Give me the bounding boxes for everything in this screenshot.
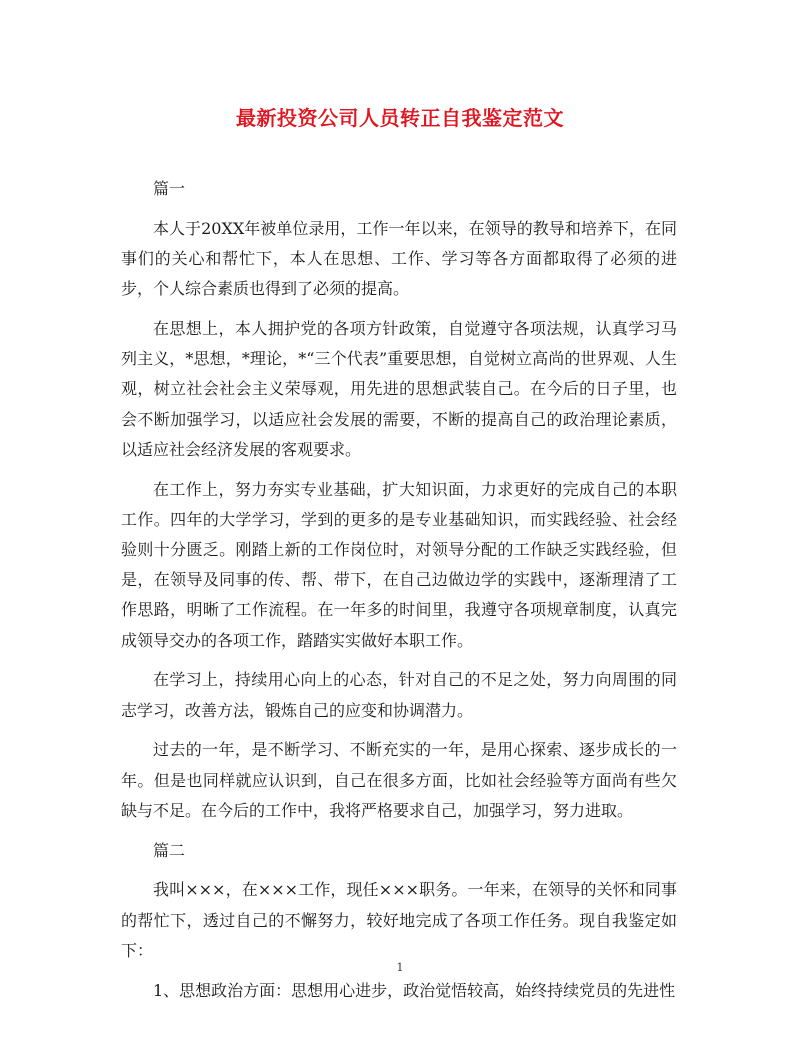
document-body <box>121 174 677 1015</box>
section-heading-2: 篇二 <box>153 840 186 860</box>
paragraph: 过去的一年，是不断学习、不断充实的一年，是用心探索、逐步成长的一年。但是也同样就应认识到，自己在很多方面，比如社会经验等方面尚有些欠缺与不足。在今后的工作中，我将严格要求自己，加强学习，努力进取。 <box>121 740 677 820</box>
document-title: 最新投资公司人员转正自我鉴定范文 <box>236 106 564 130</box>
paragraph: 在思想上，本人拥护党的各项方针政策，自觉遵守各项法规，认真学习马列主义，*思想，*理论，*“三个代表”重要思想，自觉树立高尚的世界观、人生观，树立社会社会主义荣辱观，用先进的思想武装自己。在今后的日子里，也会不断加强学习，以适应社会发展的需要，不断的提高自己的政治理论素质，以适应社会经济发展的客观要求。 <box>121 319 677 459</box>
section-heading-1: 篇一 <box>153 179 186 198</box>
paragraph: 在学习上，持续用心向上的心态，针对自己的不足之处，努力向周围的同志学习，改善方法，锻炼自己的应变和协调潜力。 <box>121 670 677 720</box>
paragraph: 在工作上，努力夯实专业基础，扩大知识面，力求更好的完成自己的本职工作。四年的大学学习，学到的更多的是专业基础知识，而实践经验、社会经验则十分匮乏。刚踏上新的工作岗位时，对领导分配的工作缺乏实践经验，但是，在领导及同事的传、帮、带下，在自己边做边学的实践中，逐渐理清了工作思路，明晰了工作流程。在一年多的时间里，我遵守各项规章制度，认真完成领导交办的各项工作，踏踏实实做好本职工作。 <box>121 479 677 650</box>
paragraph: 1、思想政治方面：思想用心进步，政治觉悟较高，始终持续党员的先进性 <box>153 980 676 1000</box>
paragraph: 本人于20XX年被单位录用，工作一年以来，在领导的教导和培养下，在同事们的关心和帮忙下，本人在思想、工作、学习等各方面都取得了必须的进步，个人综合素质也得到了必须的提高。 <box>121 218 677 299</box>
page-number: 1 <box>396 961 404 974</box>
paragraph: 我叫×××，在×××工作，现任×××职务。一年来，在领导的关怀和同事的帮忙下，透过自己的不懈努力，较好地完成了各项工作任务。现自我鉴定如下： <box>121 880 677 960</box>
